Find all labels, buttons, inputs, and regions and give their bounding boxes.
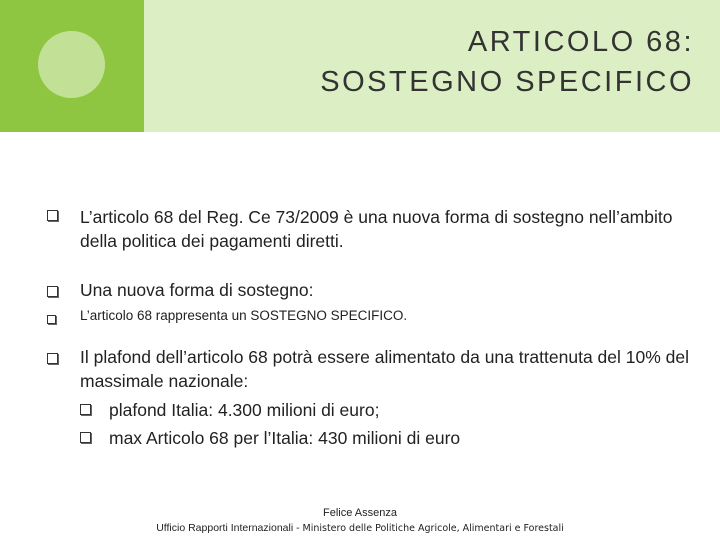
- sub-bullet-2-text: max Articolo 68 per l’Italia: 430 milioni di euro: [109, 428, 461, 448]
- square-bullet-icon: [80, 404, 91, 415]
- square-bullet-icon: [47, 351, 58, 369]
- square-bullet-icon: [47, 311, 56, 329]
- sub-bullet-1: [80, 398, 379, 422]
- slide-footer: [0, 506, 720, 536]
- bullet-item-1: L’articolo 68 del Reg. Ce 73/2009 è una nuova forma di sostegno nell’ambito della politica dei pagamenti diretti.: [80, 207, 673, 251]
- bullet-item-3: L’articolo 68 rappresenta un SOSTEGNO SPECIFICO.: [80, 308, 408, 323]
- slide-title: [174, 22, 694, 102]
- footer-office: Ufficio Rapporti Internazionali -: [156, 522, 303, 534]
- footer-affiliation: [0, 521, 720, 536]
- left-accent-band: [0, 0, 144, 132]
- bullet-item-4: Il plafond dell’articolo 68 potrà essere alimentato da una trattenuta del 10% del massimale nazionale:: [80, 347, 690, 391]
- sub-bullet-2: [80, 426, 460, 450]
- square-bullet-icon: [47, 284, 58, 302]
- sub-bullet-1-text: plafond Italia: 4.300 milioni di euro;: [109, 400, 380, 420]
- square-bullet-icon: [80, 432, 91, 443]
- slide-title-line1: ARTICOLO 68:: [467, 26, 694, 58]
- bullet-item-2: Una nuova forma di sostegno:: [80, 280, 314, 300]
- title-band: [144, 0, 720, 132]
- footer-author: Felice Assenza: [323, 507, 397, 519]
- square-bullet-icon: [47, 208, 58, 226]
- footer-ministry: Ministero delle Politiche Agricole, Alimentari e Forestali: [302, 523, 564, 534]
- slide-title-line2: SOSTEGNO SPECIFICO: [320, 66, 694, 98]
- decorative-circle: [38, 31, 105, 98]
